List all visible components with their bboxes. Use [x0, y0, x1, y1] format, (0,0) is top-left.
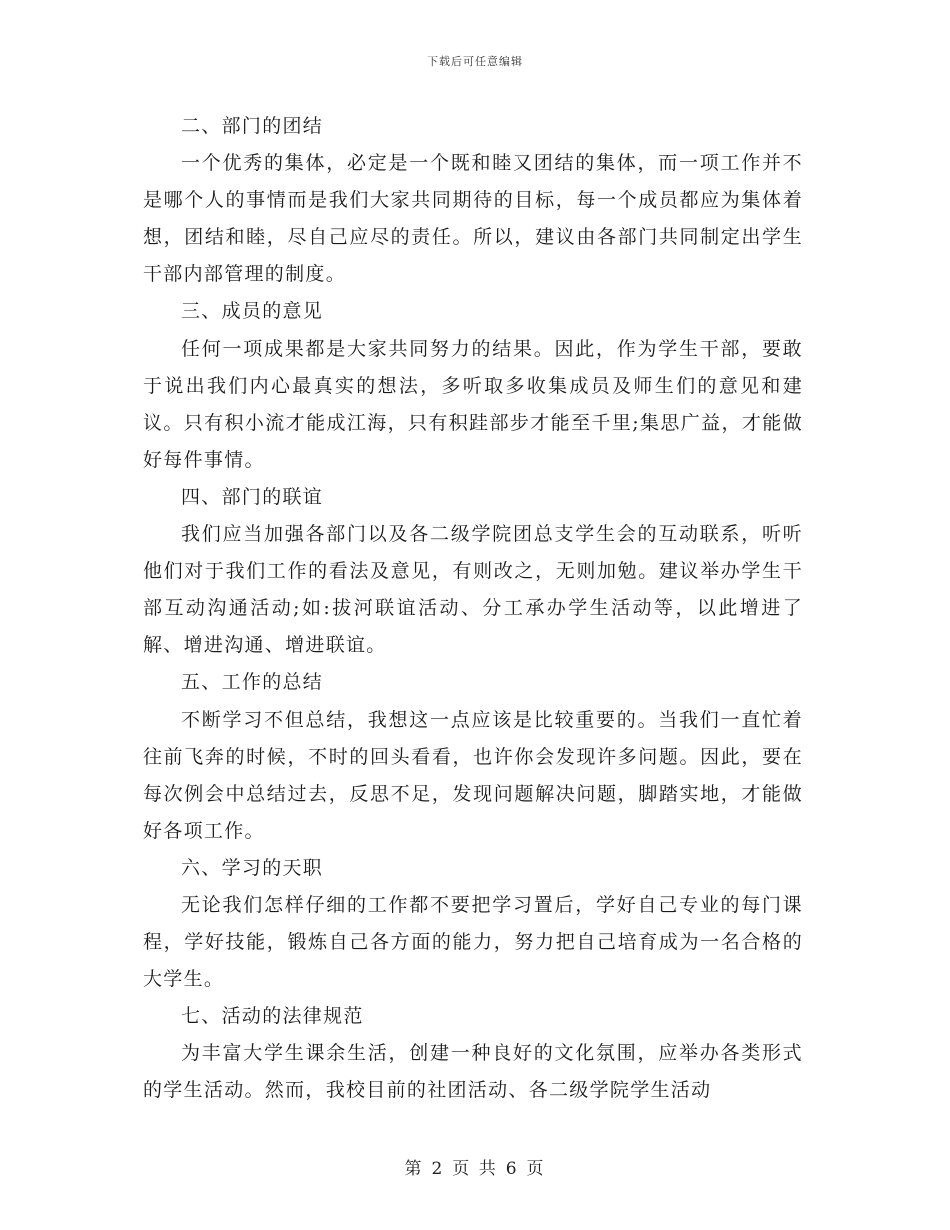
section-heading: 七、活动的法律规范	[181, 1005, 364, 1028]
section-paragraph: 一个优秀的集体，必定是一个既和睦又团结的集体，而一项工作并不是哪个人的事情而是我们大家共同期待的目标，每一个成员都应为集体着想，团结和睦，尽自己应尽的责任。所以，建议由各部门共同制定出学生干部内部管理的制度。	[143, 152, 803, 286]
footer-suffix: 页	[526, 1159, 546, 1179]
section-heading: 四、部门的联谊	[181, 485, 324, 508]
section-paragraph: 无论我们怎样仔细的工作都不要把学习置后，学好自己专业的每门课程，学好技能，锻炼自己各方面的能力，努力把自己培育成为一名合格的大学生。	[143, 893, 803, 991]
footer-middle: 页 共	[452, 1159, 498, 1179]
footer-total-pages: 6	[505, 1159, 519, 1179]
section-paragraph: 任何一项成果都是大家共同努力的结果。因此，作为学生干部，要敢于说出我们内心最真实的想法，多听取多收集成员及师生们的意见和建议。只有积小流才能成江海，只有积跬部步才能至千里;集思广益，才能做好每件事情。	[143, 337, 803, 471]
section-paragraph: 不断学习不但总结，我想这一点应该是比较重要的。当我们一直忙着往前飞奔的时候，不时的回头看看，也许你会发现许多问题。因此，要在每次例会中总结过去，反思不足，发现问题解决问题，脚踏实地，才能做好各项工作。	[143, 708, 803, 842]
header-note: 下载后可任意编辑	[427, 55, 523, 68]
document-body	[143, 108, 803, 1110]
section-heading: 六、学习的天职	[181, 856, 324, 879]
footer-prefix: 第	[404, 1159, 424, 1179]
footer-page-number: 2	[431, 1159, 445, 1179]
section-heading: 三、成员的意见	[181, 300, 324, 323]
section-paragraph: 为丰富大学生课余生活，创建一种良好的文化氛围，应举办各类形式的学生活动。然而，我校目前的社团活动、各二级学院学生活动	[143, 1042, 803, 1102]
section-paragraph: 我们应当加强各部门以及各二级学院团总支学生会的互动联系，听听他们对于我们工作的看法及意见，有则改之，无则加勉。建议举办学生干部互动沟通活动;如:拔河联谊活动、分工承办学生活动等，以此增进了解、增进沟通、增进联谊。	[143, 523, 803, 657]
page-footer	[0, 1154, 950, 1179]
section-heading: 二、部门的团结	[181, 115, 324, 137]
section-heading: 五、工作的总结	[181, 671, 324, 694]
